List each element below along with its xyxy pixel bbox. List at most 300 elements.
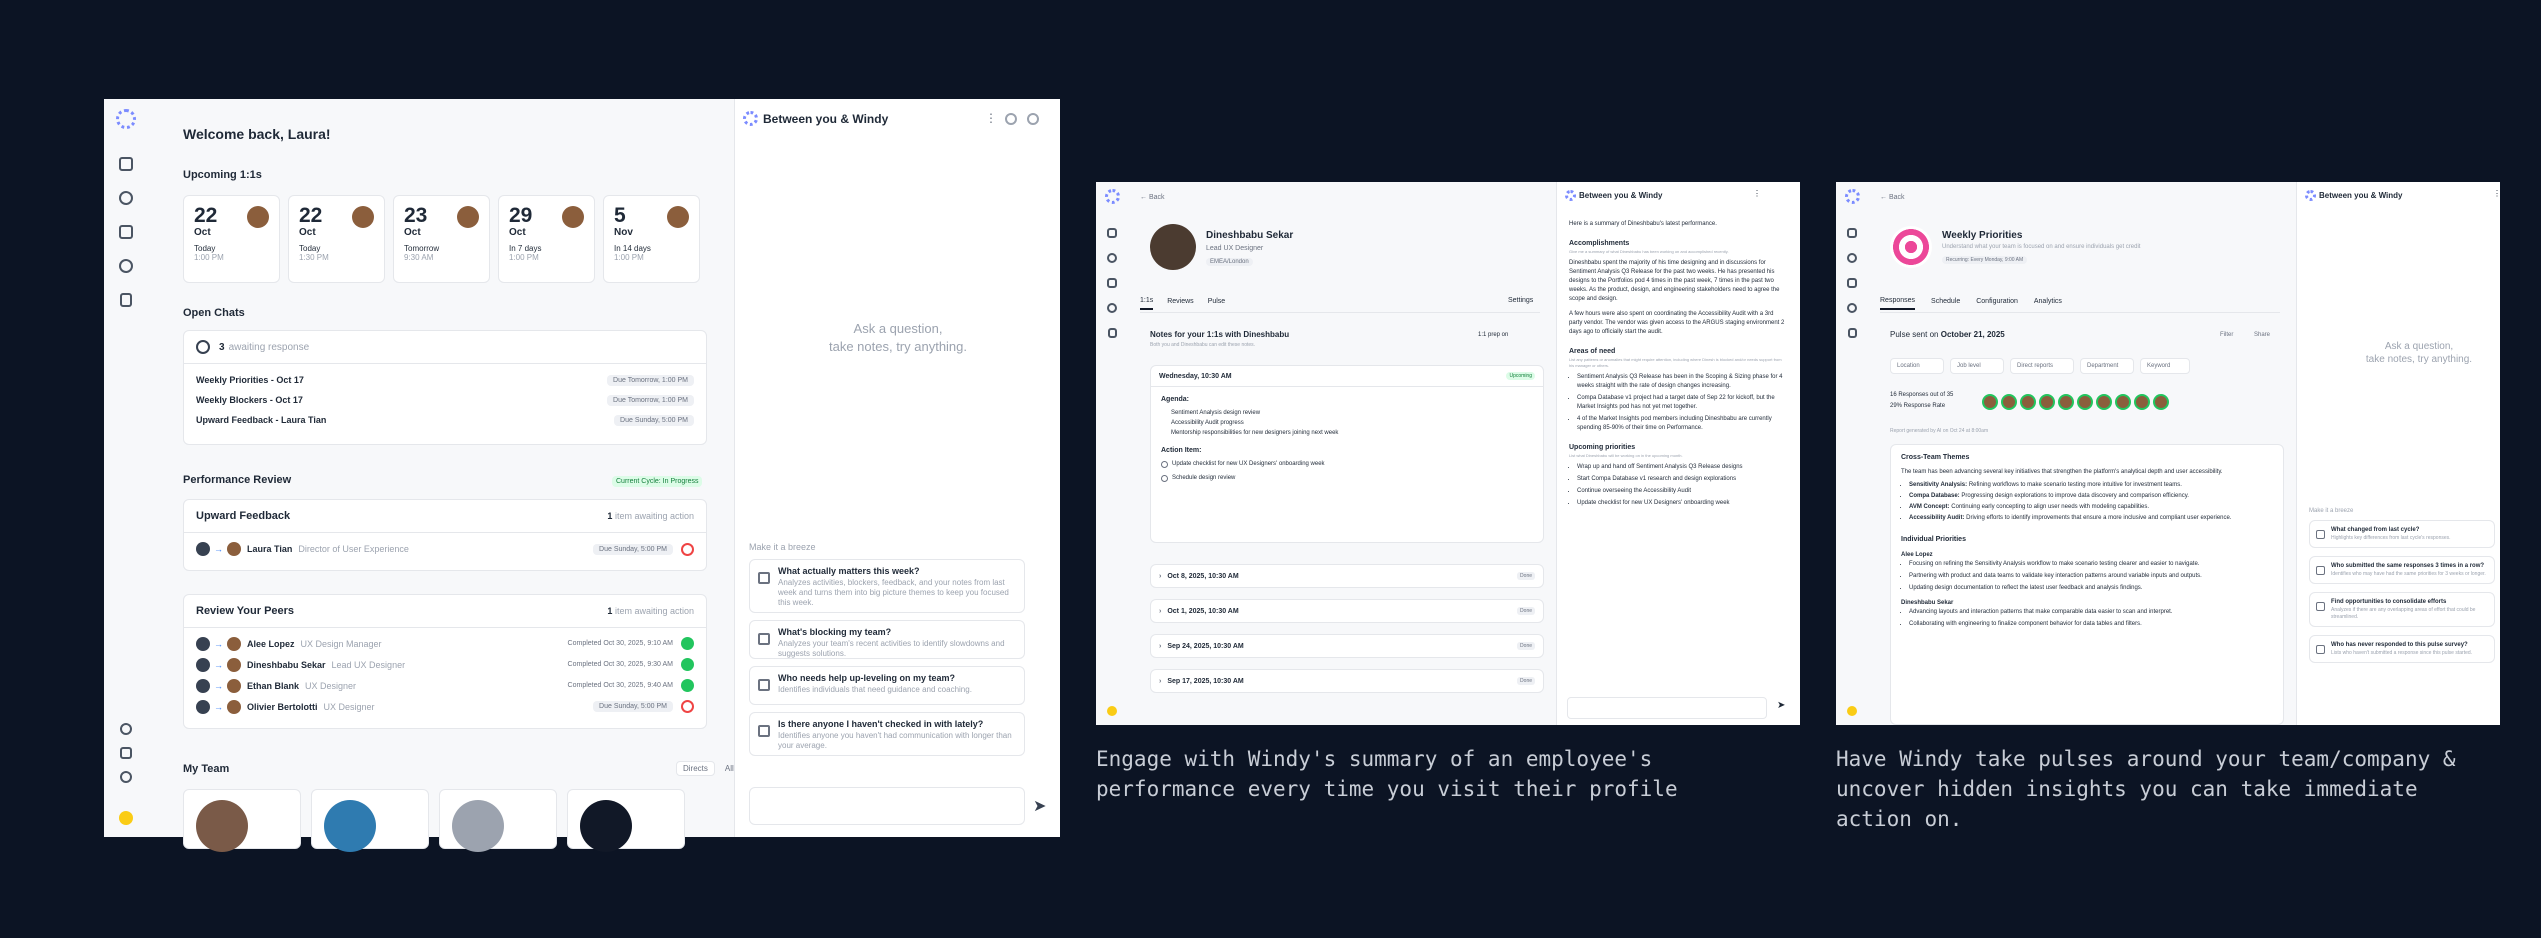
prompt-card[interactable] (749, 620, 1025, 659)
more-icon[interactable]: ⋮ (2493, 189, 2501, 198)
sparkle-icon (758, 572, 770, 584)
send-icon[interactable]: ➤ (1033, 798, 1047, 815)
avatar (2020, 394, 2036, 410)
pulse-chat-panel (2296, 182, 2500, 725)
prompt-question: Is there anyone I haven't checked in with lately? (778, 719, 984, 729)
avatar (324, 800, 376, 852)
send-icon[interactable]: ➤ (1777, 700, 1786, 711)
avatar (247, 206, 269, 228)
card-time: 1:30 PM (299, 253, 329, 262)
tab-configuration[interactable]: Configuration (1976, 298, 2018, 305)
priority-item: • Continue overseeing the Accessibility Audit (1577, 487, 1787, 496)
prompt-description: Identifies anyone you haven't had communication with longer than your average. (778, 731, 1012, 750)
chat-bubble-icon (196, 340, 210, 354)
back-label: Back (1888, 194, 1905, 201)
avatar (2001, 394, 2017, 410)
home-icon[interactable] (1847, 228, 1857, 238)
add-user-icon[interactable] (120, 747, 132, 759)
checkbox-icon[interactable] (1161, 475, 1168, 482)
prompt-list (2309, 520, 2495, 671)
filter-dropdown[interactable]: Location (1890, 358, 1944, 374)
team-card[interactable] (183, 789, 301, 849)
sent-date[interactable]: October 21, 2025 (1940, 330, 2005, 339)
back-link[interactable]: ← Back (1880, 194, 1905, 201)
sidebar (1096, 182, 1128, 725)
agenda-label: Agenda: (1161, 396, 1189, 403)
sparkle-icon (2316, 645, 2325, 654)
past-meeting-row[interactable] (1150, 634, 1544, 658)
past-meeting-date: Sep 17, 2025, 10:30 AM (1167, 677, 1244, 685)
chat-panel (734, 99, 1060, 837)
card-day: 22 (194, 204, 218, 227)
pending-icon (681, 700, 694, 713)
done-badge: Done (1517, 677, 1535, 685)
avatar (227, 700, 241, 714)
card-relative: Today (299, 244, 321, 253)
response-count: 16 Responses out of 35 (1890, 392, 1954, 398)
upcoming-card[interactable] (288, 195, 385, 283)
profile-content (1128, 182, 1556, 725)
filter-dropdown[interactable]: Keyword (2140, 358, 2190, 374)
chevron-right-icon: › (1159, 677, 1162, 685)
card-relative: In 7 days (509, 244, 542, 253)
clipboard-icon[interactable] (1848, 328, 1857, 338)
pulse-chat-line1: Ask a question, (2384, 341, 2454, 352)
avatar (196, 800, 248, 852)
goals-icon[interactable] (1107, 303, 1117, 313)
tab-directs[interactable]: Directs (676, 761, 715, 776)
prio-sub: List what Dineshbabu will be working on in the upcoming month. (1569, 453, 1683, 458)
cycle-badge: Current Cycle: In Progress (612, 476, 702, 487)
pulse-title: Weekly Priorities (1942, 230, 2023, 241)
respondent-avatars (1982, 394, 2169, 410)
upward-count: 1 (607, 511, 613, 521)
home-icon[interactable] (119, 157, 133, 171)
avatar (2115, 394, 2131, 410)
action-item[interactable] (1161, 459, 1533, 469)
peer-status: Completed Oct 30, 2025, 9:40 AM (567, 682, 673, 689)
theme-value: Continuing early concepting to align user needs with modeling capabilities. (1951, 504, 2150, 510)
pending-icon (681, 543, 694, 556)
avatar (227, 637, 241, 651)
action-label: Schedule design review (1172, 475, 1236, 481)
sidebar (1836, 182, 1868, 725)
card-day: 29 (509, 204, 533, 227)
profile-window (1096, 182, 1800, 725)
upcoming-cards (183, 195, 700, 283)
chat-item[interactable] (196, 410, 694, 430)
avatar (562, 206, 584, 228)
tab-all[interactable]: All (724, 764, 734, 773)
recurring-pill: Recurring: Every Monday, 9:00 AM (1942, 256, 2027, 264)
upcoming-card[interactable] (393, 195, 490, 283)
windy-logo-icon (743, 111, 758, 126)
chevron-right-icon: › (1159, 607, 1162, 615)
prompt-description: Analyzes activities, blockers, feedback, and your notes from last week and turns them into big picture themes to keep you focused this week. (778, 578, 1009, 607)
peer-status: Completed Oct 30, 2025, 9:10 AM (567, 640, 673, 647)
peer-name: Alee Lopez (247, 638, 295, 649)
goals-icon[interactable] (1847, 303, 1857, 313)
chat-item[interactable] (196, 370, 694, 390)
needs-sub: List any patterns or anomalies that might require attention, including where Dinesh is blocked and/or needs support from his manager or others. (1569, 357, 1782, 368)
theme-toggle-icon[interactable] (1847, 706, 1857, 716)
theme-item (1909, 481, 2273, 490)
profile-name: Dineshbabu Sekar (1206, 230, 1294, 241)
chat-icon[interactable] (1847, 253, 1857, 263)
prompt-card[interactable] (2309, 520, 2495, 548)
review-peers-card (183, 594, 707, 729)
avatar (2096, 394, 2112, 410)
prompt-question: What changed from last cycle? (2331, 527, 2420, 533)
tab-reviews[interactable]: Reviews (1167, 298, 1194, 305)
chat-input[interactable] (749, 787, 1025, 825)
prompt-description: Identifies individuals that need guidance and coaching. (778, 685, 972, 694)
sparkle-icon (2316, 530, 2325, 539)
checkbox-icon[interactable] (1161, 461, 1168, 468)
tab-analytics[interactable]: Analytics (2033, 298, 2062, 305)
avatar (196, 637, 210, 651)
avatar (352, 206, 374, 228)
upward-row[interactable] (184, 533, 706, 565)
card-month: Nov (614, 227, 633, 238)
chat-placeholder-line1: Ask a question, (853, 321, 943, 336)
arrow-icon: → (214, 701, 223, 712)
card-relative: Tomorrow (404, 244, 440, 253)
upcoming-title: Upcoming 1:1s (183, 169, 262, 181)
avatar (2039, 394, 2055, 410)
card-time: 1:00 PM (614, 253, 644, 262)
tab-responses[interactable]: Responses (1880, 297, 1915, 310)
avatar (196, 679, 210, 693)
past-meeting-date: Sep 24, 2025, 10:30 AM (1167, 642, 1244, 650)
notes-title: Notes for your 1:1s with Dineshbabu (1150, 330, 1290, 339)
due-pill: Due Sunday, 5:00 PM (593, 544, 673, 555)
upward-name: Laura Tian (247, 544, 293, 554)
check-icon (681, 637, 694, 650)
peer-row[interactable] (196, 633, 694, 654)
chat-icon[interactable] (1107, 253, 1117, 263)
chats-icon[interactable] (1107, 278, 1117, 288)
card-month: Oct (509, 227, 526, 238)
upcoming-card[interactable] (603, 195, 700, 283)
prompt-description: Analyzes your team's recent activities to identify slowdowns and suggests solutions. (778, 639, 1005, 658)
filter-dropdown[interactable]: Department (2080, 358, 2134, 374)
avatar (452, 800, 504, 852)
windy-logo-icon (1845, 189, 1860, 204)
performance-title: Performance Review (183, 474, 292, 486)
summary-intro: Here is a summary of Dineshbabu's latest performance. (1569, 221, 1717, 227)
open-chats-card (183, 330, 707, 445)
profile-location: EMEA/London (1206, 258, 1253, 266)
tab-settings[interactable]: Settings (1508, 297, 1534, 304)
avatar (227, 658, 241, 672)
avatar (196, 700, 210, 714)
due-pill: Due Tomorrow, 1:00 PM (607, 375, 694, 386)
tab-1on1s[interactable]: 1:1s (1140, 297, 1153, 310)
theme-value: Refining workflows to make scenario testing more intuitive for investment teams. (1968, 482, 2182, 488)
peers-action: item awaiting action (614, 606, 694, 616)
meeting-date: Wednesday, 10:30 AM (1159, 372, 1232, 380)
prompt-description: Analyzes if there are any overlapping areas of effort that could be streamlined. (2331, 607, 2476, 620)
arrow-icon: → (214, 638, 223, 649)
upward-feedback-card (183, 499, 707, 571)
prompt-question: Find opportunities to consolidate efforts (2331, 599, 2447, 605)
peer-name: Dineshbabu Sekar (247, 659, 326, 670)
peer-row[interactable] (196, 696, 694, 717)
card-day: 22 (299, 204, 323, 227)
help-icon[interactable] (120, 771, 132, 783)
back-label: Back (1148, 194, 1165, 201)
summary-body (1569, 220, 1787, 511)
upcoming-card[interactable] (183, 195, 280, 283)
agenda-item: Mentorship responsibilities for new designers joining next week (1171, 430, 1339, 436)
theme-item (1909, 492, 2273, 501)
avatar (227, 679, 241, 693)
priority-item: • Advancing layouts and interaction patterns that make comparable data easier to scan and interpret. (1909, 608, 2273, 617)
prompt-card[interactable] (2309, 635, 2495, 663)
need-item: • 4 of the Market Insights pod members including Dineshbabu are currently spending 85-90% of their time on Performance. (1577, 415, 1787, 433)
action-label: Action Item: (1161, 447, 1202, 454)
prompt-list (749, 559, 1025, 763)
arrow-icon: → (214, 680, 223, 691)
chats-icon[interactable] (119, 225, 133, 239)
awaiting-label: awaiting response (228, 341, 310, 353)
theme-key: AVM Concept: (1909, 504, 1950, 510)
sparkle-icon (758, 725, 770, 737)
priority-item: • Partnering with product and data teams to validate key interaction patterns around variable inputs and outputs. (1909, 572, 2273, 581)
home-icon[interactable] (1107, 228, 1117, 238)
card-month: Oct (194, 227, 211, 238)
card-relative: Today (194, 244, 216, 253)
upward-role: Director of User Experience (298, 544, 409, 554)
agenda-item: Accessibility Audit progress (1171, 420, 1244, 426)
prompt-question: What's blocking my team? (778, 627, 892, 637)
avatar (196, 542, 210, 556)
due-pill: Due Tomorrow, 1:00 PM (607, 395, 694, 406)
chat-title: Between you & Windy (763, 112, 889, 126)
acc-sub: Give me a summary of what Dineshbabu has been working on and accomplished recently. (1569, 249, 1729, 254)
card-month: Oct (299, 227, 316, 238)
chats-icon[interactable] (1847, 278, 1857, 288)
breeze-label: Make it a breeze (749, 542, 816, 552)
cross-intro: The team has been advancing several key initiatives that strengthen the platform's analytical depth and user accessibility. (1901, 469, 2223, 475)
caption-pulse: Have Windy take pulses around your team/company & uncover hidden insights you can take immediate action on. (1836, 747, 2456, 831)
team-card[interactable] (567, 789, 685, 849)
theme-toggle-icon[interactable] (1107, 706, 1117, 716)
due-pill: Due Sunday, 5:00 PM (614, 415, 694, 426)
upcoming-card[interactable] (498, 195, 595, 283)
windy-logo-icon (2305, 190, 2316, 201)
avatar (1982, 394, 1998, 410)
clipboard-icon[interactable] (1108, 328, 1117, 338)
action-item[interactable] (1161, 473, 1533, 483)
filter-row (1890, 358, 2190, 374)
need-item: • Sentiment Analysis Q3 Release has been in the Scoping & Sizing phase for 4 weeks straight with the rate of design changes increasing. (1577, 373, 1787, 391)
prompt-card[interactable] (749, 666, 1025, 705)
peer-role: UX Designer (323, 701, 375, 712)
past-meetings (1150, 564, 1544, 704)
peers-title: Review Your Peers (196, 605, 295, 617)
done-badge: Done (1517, 572, 1535, 580)
meeting-card (1150, 365, 1544, 543)
acc-title: Accomplishments (1569, 240, 1630, 247)
generated-note: Report generated by AI on Oct 24 at 8:00am (1890, 428, 1989, 434)
check-icon (681, 658, 694, 671)
upload-icon[interactable] (1005, 113, 1017, 125)
past-meeting-row[interactable] (1150, 669, 1544, 693)
chat-icon[interactable] (119, 191, 133, 205)
priority-item: • Update checklist for new UX Designers' onboarding week (1577, 499, 1787, 508)
avatar (2077, 394, 2093, 410)
past-meeting-date: Oct 8, 2025, 10:30 AM (1167, 572, 1239, 580)
arrow-icon: → (214, 544, 223, 554)
share-button[interactable]: Share (2254, 332, 2271, 338)
avatar (2153, 394, 2169, 410)
person-2: Dineshbabu Sekar (1901, 600, 1954, 606)
card-time: 1:00 PM (509, 253, 539, 262)
chat-item-label: Upward Feedback - Laura Tian (196, 415, 327, 425)
awaiting-count: 3 (219, 341, 225, 353)
card-time: 9:30 AM (404, 253, 434, 262)
notes-subtitle: Both you and Dineshbabu can edit these notes. (1150, 342, 1256, 348)
prompt-question: Who needs help up-leveling on my team? (778, 673, 956, 683)
chat-item-label: Weekly Blockers - Oct 17 (196, 395, 303, 405)
theme-key: Compa Database: (1909, 493, 1960, 499)
agenda-item: Sentiment Analysis design review (1171, 410, 1261, 416)
breeze-label: Make it a breeze (2309, 508, 2354, 514)
chat-item[interactable] (196, 390, 694, 410)
peer-role: Lead UX Designer (331, 659, 406, 670)
goals-icon[interactable] (119, 259, 133, 273)
filter-button[interactable]: Filter (2220, 332, 2234, 338)
more-icon[interactable]: ⋮ (1753, 189, 1761, 198)
prompt-question: What actually matters this week? (778, 566, 920, 576)
prompt-question: Who submitted the same responses 3 times in a row? (2331, 563, 2485, 569)
card-month: Oct (404, 227, 421, 238)
profile-avatar (1150, 224, 1196, 270)
sparkle-icon (2316, 602, 2325, 611)
sent-label: Pulse sent on (1890, 330, 1939, 339)
pulse-chat-line2: take notes, try anything. (2365, 354, 2473, 365)
chevron-right-icon: › (1159, 642, 1162, 650)
pulse-window (1836, 182, 2500, 725)
prompt-question: Who has never responded to this pulse survey? (2331, 642, 2468, 648)
team-cards (183, 789, 685, 849)
theme-item (1909, 514, 2273, 523)
chat-item-label: Weekly Priorities - Oct 17 (196, 375, 304, 385)
peer-role: UX Design Manager (300, 638, 382, 649)
upward-action: item awaiting action (614, 511, 694, 521)
prompt-card[interactable] (2309, 592, 2495, 627)
tab-pulse[interactable]: Pulse (1207, 298, 1226, 305)
page-title: Welcome back, Laura! (183, 126, 331, 142)
acc-p2: A few hours were also spent on coordinating the Accessibility Audit with a 3rd party vendor. The vendor was given access to the ARGUS staging environment 2 days ago to officially start the audit. (1569, 311, 1785, 335)
prompt-card[interactable] (749, 559, 1025, 613)
team-card[interactable] (439, 789, 557, 849)
action-label: Update checklist for new UX Designers' onboarding week (1172, 461, 1325, 467)
filter-dropdown[interactable]: Job level (1950, 358, 2004, 374)
my-team-title: My Team (183, 763, 230, 775)
prompt-description: Lists who haven't submitted a response since this pulse started. (2331, 650, 2473, 656)
past-meeting-row[interactable] (1150, 599, 1544, 623)
cross-title: Cross-Team Themes (1901, 454, 1970, 461)
summary-title: Between you & Windy (1579, 191, 1663, 200)
priority-item: • Updating design documentation to reflect the latest user feedback and analysis findings. (1909, 584, 2273, 593)
refresh-icon[interactable] (1027, 113, 1039, 125)
done-badge: Done (1517, 642, 1535, 650)
past-meeting-row[interactable] (1150, 564, 1544, 588)
avatar (196, 658, 210, 672)
priority-item: • Focusing on refining the Sensitivity Analysis workflow to make scenario testing clearer and easier to navigate. (1909, 560, 2273, 569)
team-card[interactable] (311, 789, 429, 849)
check-icon (681, 679, 694, 692)
theme-key: Accessibility Audit: (1909, 515, 1965, 521)
chevron-right-icon: › (1159, 572, 1162, 580)
priority-item: • Start Compa Database v1 research and design explorations (1577, 475, 1787, 484)
peer-name: Olivier Bertolotti (247, 701, 318, 712)
arrow-icon: → (214, 659, 223, 670)
windy-logo-icon (1565, 190, 1576, 201)
peer-row[interactable] (196, 675, 694, 696)
avatar (457, 206, 479, 228)
more-icon[interactable]: ⋮ (985, 111, 997, 125)
clipboard-icon[interactable] (120, 293, 132, 307)
peer-name: Ethan Blank (247, 680, 300, 691)
theme-toggle-icon[interactable] (119, 811, 133, 825)
avatar (667, 206, 689, 228)
report-card (1890, 444, 2284, 725)
summary-panel (1556, 182, 1800, 725)
upcoming-badge: Upcoming (1506, 372, 1535, 380)
sidebar (104, 99, 148, 837)
open-chats-title: Open Chats (183, 307, 245, 319)
prompt-description: Highlights key differences from last cycle's responses. (2331, 535, 2451, 541)
avatar (580, 800, 632, 852)
card-day: 5 (614, 204, 626, 227)
back-link[interactable]: ← Back (1140, 194, 1165, 201)
card-day: 23 (404, 204, 428, 227)
tab-schedule[interactable]: Schedule (1931, 298, 1961, 305)
person-1: Alee Lopez (1901, 552, 1933, 558)
sparkle-icon (758, 633, 770, 645)
peer-status: Due Sunday, 5:00 PM (593, 701, 673, 712)
summary-input[interactable] (1567, 697, 1767, 719)
search-icon[interactable] (120, 723, 132, 735)
priority-item: • Wrap up and hand off Sentiment Analysis Q3 Release designs (1577, 463, 1787, 472)
prep-toggle[interactable]: 1:1 prep on (1478, 332, 1509, 338)
chat-placeholder-line2: take notes, try anything. (828, 339, 968, 354)
card-time: 1:00 PM (194, 253, 224, 262)
peers-count: 1 (607, 606, 613, 616)
peer-row[interactable] (196, 654, 694, 675)
profile-role: Lead UX Designer (1206, 245, 1264, 252)
filter-dropdown[interactable]: Direct reports (2010, 358, 2074, 374)
theme-value: Driving efforts to identify improvements that ensure a more inclusive and compliant user experience. (1966, 515, 2232, 521)
avatar (2058, 394, 2074, 410)
prio-title: Upcoming priorities (1569, 444, 1636, 451)
pulse-subtitle: Understand what your team is focused on and ensure individuals get credit (1942, 244, 2141, 250)
needs-title: Areas of need (1569, 348, 1616, 355)
main-window (104, 99, 1060, 837)
prompt-card[interactable] (749, 712, 1025, 756)
peer-role: UX Designer (305, 680, 357, 691)
prompt-description: Identifies who may have had the same priorities for 3 weeks or longer. (2331, 571, 2486, 577)
avatar (227, 542, 241, 556)
theme-key: Sensitivity Analysis: (1909, 482, 1968, 488)
upward-title: Upward Feedback (196, 510, 291, 522)
windy-logo-icon (1105, 189, 1120, 204)
prompt-card[interactable] (2309, 556, 2495, 584)
